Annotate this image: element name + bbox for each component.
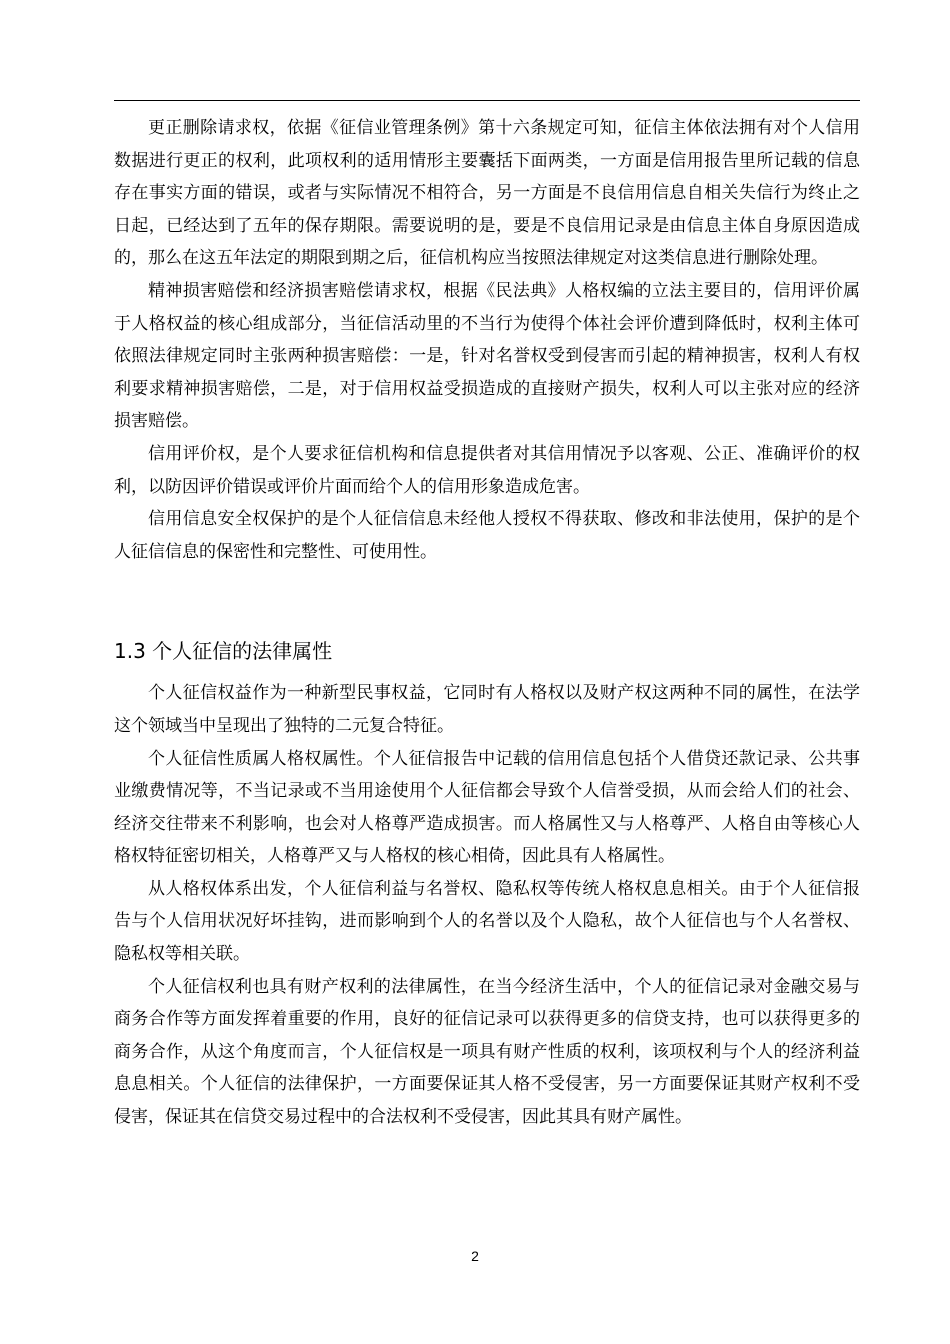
paragraph-property-right-attribute: 个人征信权利也具有财产权利的法律属性，在当今经济生活中，个人的征信记录对金融交易与商务合作等方面发挥着重要的作用，良好的征信记录可以获得更多的信贷支持，也可以获得更多的商务合作，从这个角度而言，个人征信权是一项具有财产性质的权利，该项权利与个人的经济利益息息相关。个人征信的法律保护，一方面要保证其人格不受侵害，另一方面要保证其财产权利不受侵害，保证其在信贷交易过程中的合法权利不受侵害，因此其具有财产属性。	[114, 976, 860, 1128]
header-rule	[114, 100, 860, 101]
paragraph-information-security-right: 信用信息安全权保护的是个人征信信息未经他人授权不得获取、修改和非法使用，保护的是个人征信信息的保密性和完整性、可使用性。	[114, 509, 860, 562]
paragraph-personality-right-system: 从人格权体系出发，个人征信利益与名誉权、隐私权等传统人格权息息相关。由于个人征信报告与个人信用状况好坏挂钩，进而影响到个人的名誉以及个人隐私，故个人征信也与个人名誉权、隐私权等相关联。	[114, 878, 860, 965]
paragraph-dual-nature: 个人征信权益作为一种新型民事权益，它同时有人格权以及财产权这两种不同的属性，在法学这个领域当中呈现出了独特的二元复合特征。	[114, 683, 860, 736]
paragraph-personality-right-attribute: 个人征信性质属人格权属性。个人征信报告中记载的信用信息包括个人借贷还款记录、公共事业缴费情况等，不当记录或不当用途使用个人征信都会导致个人信誉受损，从而会给人们的社会、经济交往带来不利影响，也会对人格尊严造成损害。而人格属性又与人格尊严、人格自由等核心人格权特征密切相关，人格尊严又与人格权的核心相倚，因此具有人格属性。	[114, 748, 860, 867]
page-number: 2	[471, 1248, 479, 1264]
paragraph-correction-deletion-right: 更正删除请求权，依据《征信业管理条例》第十六条规定可知，征信主体依法拥有对个人信用数据进行更正的权利，此项权利的适用情形主要囊括下面两类，一方面是信用报告里所记载的信息存在事实方面的错误，或者与实际情况不相符合，另一方面是不良信用信息自相关失信行为终止之日起，已经达到了五年的保存期限。需要说明的是，要是不良信用记录是由信息主体自身原因造成的，那么在这五年法定的期限到期之后，征信机构应当按照法律规定对这类信息进行删除处理。	[114, 118, 860, 269]
section-heading: 1.3 个人征信的法律属性	[114, 639, 333, 664]
paragraph-damages-claim-right: 精神损害赔偿和经济损害赔偿请求权，根据《民法典》人格权编的立法主要目的，信用评价属于人格权益的核心组成部分，当征信活动里的不当行为使得个体社会评价遭到降低时，权利主体可依照法律规定同时主张两种损害赔偿：一是，针对名誉权受到侵害而引起的精神损害，权利人有权利要求精神损害赔偿，二是，对于信用权益受损造成的直接财产损失，权利人可以主张对应的经济损害赔偿。	[114, 280, 860, 432]
paragraph-credit-evaluation-right: 信用评价权，是个人要求征信机构和信息提供者对其信用情况予以客观、公正、准确评价的权利，以防因评价错误或评价片面而给个人的信用形象造成危害。	[114, 443, 860, 497]
page-body	[114, 112, 860, 1134]
